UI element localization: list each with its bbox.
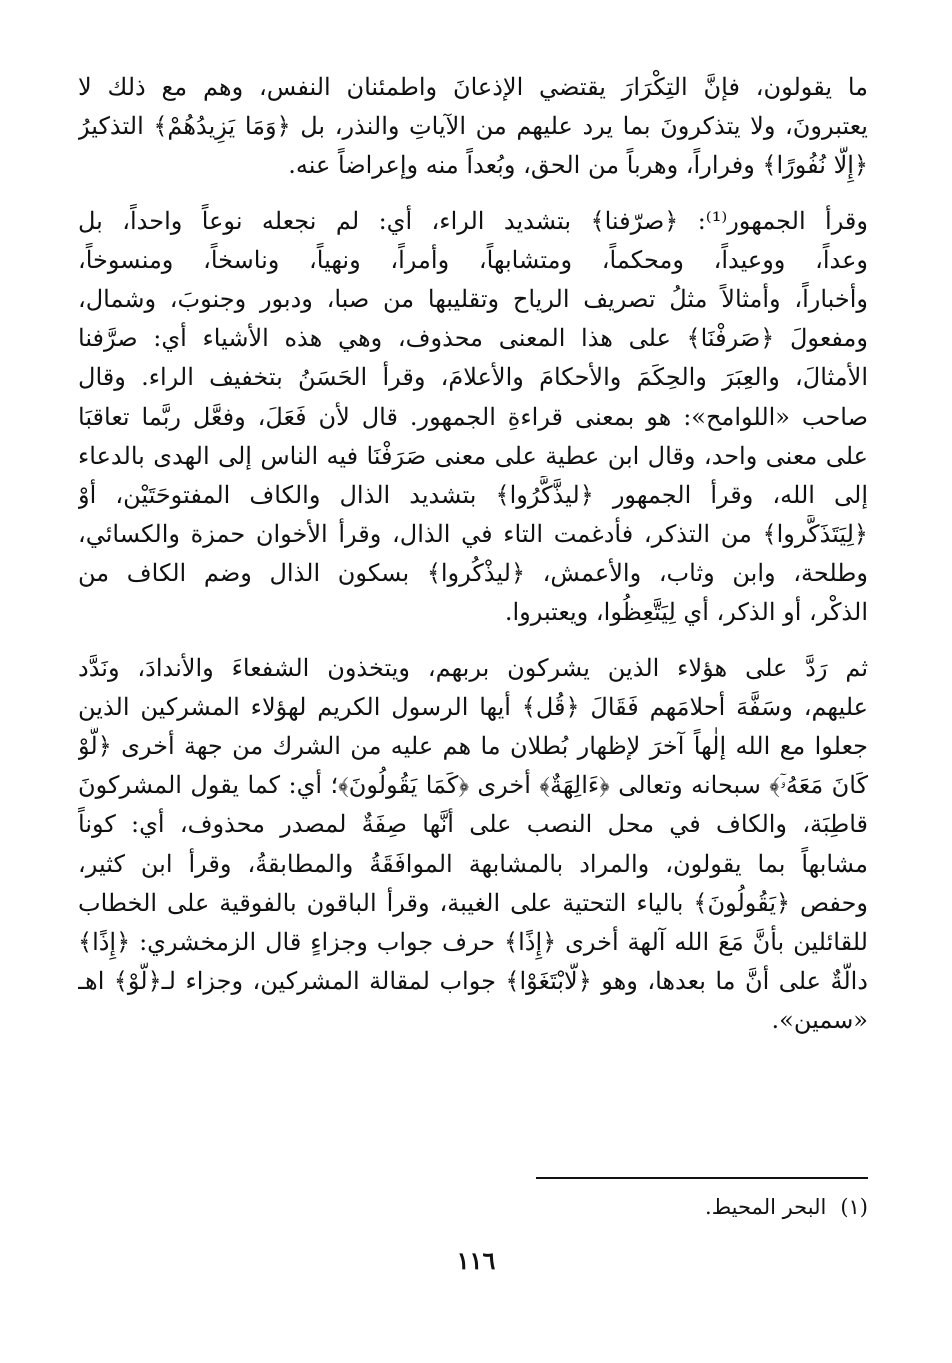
footnote-marker: (١) bbox=[840, 1195, 868, 1219]
text-line: وأخباراً، وأمثالاً مثلُ تصريف الرياح وتقليبها من صبا، ودبور وجنوبَ، وشمال، bbox=[78, 284, 868, 313]
text-line: للقائلين بأنَّ مَعَ الله آلهة أخرى ﴿إِذًا﴾ حرف جواب وجزاءٍ قال الزمخشري: ﴿إِذًا﴾ bbox=[78, 927, 868, 956]
text-line: وطلحة، وابن وثاب، والأعمش، ﴿ليذْكُروا﴾ بسكون الذال وضم الكاف من bbox=[78, 559, 868, 588]
text-line: ثم رَدَّ على هؤلاء الذين يشركون بربهم، ويتخذون الشفعاءَ والأندادَ، ونَدَّد bbox=[78, 653, 868, 682]
footnote-text: البحر المحيط. bbox=[705, 1195, 827, 1219]
text-line: وقرأ الجمهور⁽¹⁾: ﴿صرّفنا﴾ بتشديد الراء، أي: لم نجعله نوعاً واحداً، بل bbox=[78, 206, 868, 235]
text-line: ﴿لِيَتَذَكَّروا﴾ من التذكر، فأدغمت التاء في الذال، وقرأ الأخوان حمزة والكسائي، bbox=[78, 520, 868, 549]
text-line: كَانَ مَعَهُۥٓ﴾ سبحانه وتعالى ﴿ءَالِهَةٌ﴾ أخرى ﴿كَمَا يَقُولُونَ﴾؛ أي: كما يقول المشركونَ bbox=[78, 771, 868, 800]
text-line: دالَّةٌ على أنَّ ما بعدها، وهو ﴿لَّابْتَغَوْا﴾ جواب لمقالة المشركين، وجزاء لـ﴿لَّوْ﴾ اهـ bbox=[78, 967, 868, 996]
text-line: ما يقولون، فإنَّ التِكْرَارَ يقتضي الإذعانَ واطمئنان النفس، وهم مع ذلك لا bbox=[78, 73, 868, 101]
page-number: ١١٦ bbox=[456, 1246, 496, 1275]
text-line: الذكْر، أو الذكر، أي لِيَتَّعِظُوا، ويعتبروا. bbox=[504, 598, 868, 627]
text-line: عليهم، وسَفَّهَ أحلامَهم فَقَالَ ﴿قُل﴾ أيها الرسول الكريم لهؤلاء المشركين الذين bbox=[78, 692, 868, 721]
text-line: صاحب «اللوامح»: هو بمعنى قراءةِ الجمهور. قال لأن فَعَلَ، وفعَّل ربَّما تعاقبَا bbox=[78, 402, 868, 431]
text-line: ومفعولَ ﴿صَرفْنَا﴾ على هذا المعنى محذوف، وهي هذه الأشياء أي: صرَّفنا bbox=[78, 324, 868, 353]
text-line: على معنى واحد، وقال ابن عطية على معنى صَرَفْنَا فيه الناس إلى الهدى بالدعاء bbox=[78, 441, 868, 470]
text-line: يعتبرونَ، ولا يتذكرونَ بما يرد عليهم من الآياتِ والنذر، بل ﴿وَمَا يَزِيدُهُمْ﴾ التذكيرُ bbox=[78, 112, 868, 141]
page-body bbox=[78, 68, 868, 1057]
paragraph-2 bbox=[78, 202, 868, 633]
text-line: الأمثالَ، والعِبَرَ والحِكَمَ والأحكامَ والأعلامَ، وقرأ الحَسَنُ بتخفيف الراء. وقال bbox=[78, 363, 868, 392]
footnote bbox=[705, 1192, 868, 1222]
text-line: وحفص ﴿يَقُولُونَ﴾ بالياء التحتية على الغيبة، وقرأ الباقون بالفوقية على الخطاب bbox=[78, 888, 868, 917]
paragraph-3 bbox=[78, 649, 868, 1041]
footnote-divider bbox=[536, 1177, 868, 1179]
paragraph-1 bbox=[78, 68, 868, 186]
text-line: قاطِبَة، والكاف في محل النصب على أنَّها صِفَةٌ لمصدر محذوف، أي: كوناً bbox=[78, 810, 868, 839]
text-line: «سمين». bbox=[771, 1006, 868, 1035]
text-line: جعلوا مع الله إلٰهاً آخرَ لإظهار بُطلان ما هم عليه من الشرك من جهة أخرى ﴿لَّوْ bbox=[78, 732, 868, 760]
text-line: وعداً، ووعيداً، ومحكماً، ومتشابهاً، وأمراً، ونهياً، وناسخاً، ومنسوخاً، bbox=[78, 245, 868, 274]
text-line: إلى الله، وقرأ الجمهور ﴿ليذَّكَّرُوا﴾ بتشديد الذال والكاف المفتوحَتَيْن، أوْ bbox=[78, 480, 868, 509]
text-line: ﴿إِلَّا نُفُورًا﴾ وفراراً، وهرباً من الحق، وبُعداً منه وإعراضاً عنه. bbox=[288, 151, 868, 180]
text-line: مشابهاً بما يقولون، والمراد بالمشابهة الموافَقَةُ والمطابقةُ، وقرأ ابن كثير، bbox=[78, 849, 868, 878]
